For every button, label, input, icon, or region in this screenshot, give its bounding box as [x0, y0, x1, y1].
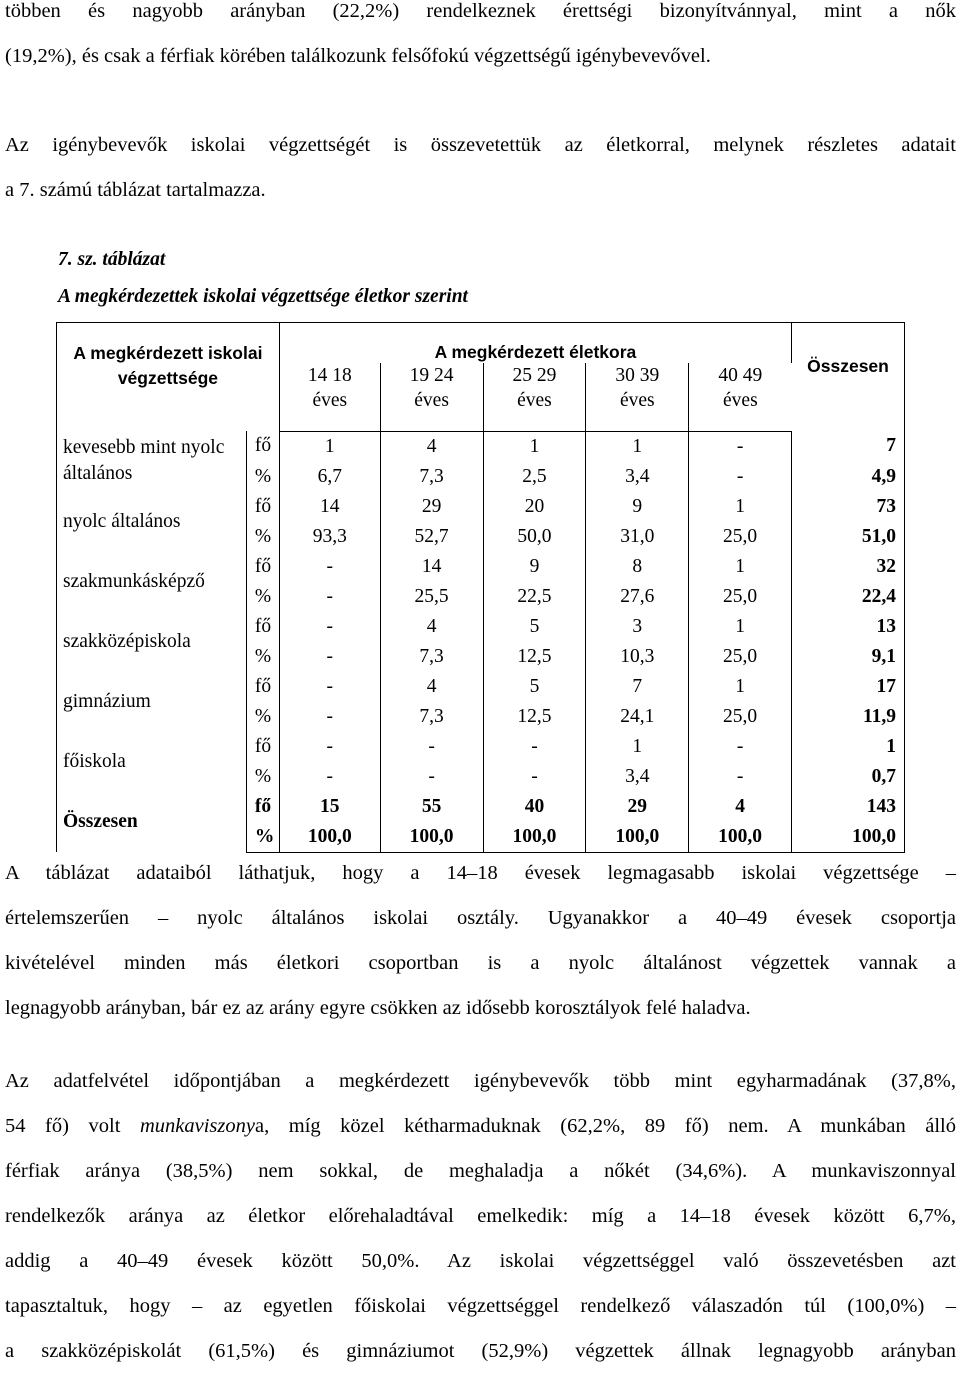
cell-count: 4: [380, 431, 483, 462]
cell-count: 55: [380, 792, 483, 822]
header-total: Összesen: [792, 323, 905, 432]
cell-count: 4: [380, 672, 483, 702]
cell-percent: 6,7: [279, 462, 380, 492]
row-category: nyolc általános: [57, 492, 247, 552]
unit-percent: %: [246, 822, 279, 853]
cell-percent: 100,0: [483, 822, 586, 853]
text-line: [5, 1239, 956, 1284]
paragraph-employment: [5, 1059, 956, 1374]
cell-count-total: 1: [792, 732, 905, 762]
cell-percent: 25,0: [689, 522, 792, 552]
cell-percent: 27,6: [586, 582, 689, 612]
text-line: [5, 1329, 956, 1374]
cell-percent: 100,0: [279, 822, 380, 853]
cell-percent-total: 0,7: [792, 762, 905, 792]
cell-percent: 50,0: [483, 522, 586, 552]
cell-count: 14: [380, 552, 483, 582]
cell-count: 29: [380, 492, 483, 522]
cell-percent-total: 51,0: [792, 522, 905, 552]
header-age-3: [586, 363, 689, 431]
cell-percent: 7,3: [380, 702, 483, 732]
cell-count: 5: [483, 612, 586, 642]
cell-count-total: 143: [792, 792, 905, 822]
unit-count: fő: [246, 732, 279, 762]
cell-percent-total: 11,9: [792, 702, 905, 732]
text-line: [5, 1149, 956, 1194]
cell-count: 9: [483, 552, 586, 582]
cell-percent: 25,5: [380, 582, 483, 612]
cell-count-total: 17: [792, 672, 905, 702]
cell-count: -: [279, 672, 380, 702]
text-segment: 54 fő) volt: [5, 1115, 140, 1137]
cell-count: 4: [380, 612, 483, 642]
cell-percent: 3,4: [586, 462, 689, 492]
paragraph-table-reference: [5, 123, 956, 213]
row-category: kevesebb mint nyolc általános: [57, 431, 247, 492]
text-line: kivételével minden más életkori csoportban is a nyolc általánost végzettek vannak a: [5, 952, 956, 974]
text-line: (19,2%), és csak a férfiak körében találkozunk felsőfokú végzettségű igénybevevővel.: [5, 45, 711, 67]
cell-percent: 7,3: [380, 462, 483, 492]
education-by-age-table: [56, 322, 905, 853]
text-segment: férfiak aránya (38,5%) nem sokkal, de meghaladja a nőkét (34,6%). A munkaviszonnyal: [5, 1160, 956, 1182]
cell-count-total: 7: [792, 431, 905, 462]
text-line: [5, 1104, 956, 1149]
row-category: szakmunkásképző: [57, 552, 247, 612]
cell-count: -: [689, 732, 792, 762]
age-unit: éves: [723, 389, 758, 411]
row-category: Összesen: [57, 792, 247, 853]
cell-count: 20: [483, 492, 586, 522]
cell-count: 1: [586, 431, 689, 462]
cell-percent: -: [483, 762, 586, 792]
unit-percent: %: [246, 582, 279, 612]
header-age-0: [279, 363, 380, 431]
cell-count-total: 13: [792, 612, 905, 642]
cell-percent: 12,5: [483, 702, 586, 732]
cell-count-total: 32: [792, 552, 905, 582]
cell-count: 29: [586, 792, 689, 822]
cell-percent: 25,0: [689, 642, 792, 672]
cell-percent: 100,0: [586, 822, 689, 853]
text-segment: a szakközépiskolát (61,5%) és gimnáziumot (52,9%) végzettek állnak legnagyobb arányban: [5, 1340, 956, 1362]
cell-percent: 10,3: [586, 642, 689, 672]
cell-percent: 7,3: [380, 642, 483, 672]
emphasis: munkaviszony: [139, 1115, 255, 1137]
cell-percent: 25,0: [689, 702, 792, 732]
age-range: 19 24: [409, 364, 454, 386]
cell-count: -: [279, 552, 380, 582]
text-segment: a, míg közel kétharmaduknak (62,2%, 89 fő) nem. A munkában álló: [254, 1115, 956, 1137]
text-line: értelemszerűen – nyolc általános iskolai osztály. Ugyanakkor a 40–49 évesek csoportja: [5, 907, 956, 929]
unit-percent: %: [246, 522, 279, 552]
paragraph-analysis: [5, 851, 956, 1031]
text-line: [5, 1059, 956, 1104]
cell-percent: 100,0: [689, 822, 792, 853]
cell-count: -: [279, 612, 380, 642]
text-segment: rendelkezők aránya az életkor előrehaladtával emelkedik: míg a 14–18 évesek között 6,7%,: [5, 1205, 956, 1227]
age-unit: éves: [312, 389, 348, 411]
cell-count: 1: [689, 612, 792, 642]
cell-count-total: 73: [792, 492, 905, 522]
unit-count: fő: [246, 552, 279, 582]
text-line: a 7. számú táblázat tartalmazza.: [5, 179, 266, 201]
text-segment: addig a 40–49 évesek között 50,0%. Az iskolai végzettséggel való összevetésben azt: [5, 1250, 956, 1272]
header-age-2: [483, 363, 586, 431]
cell-percent: -: [279, 702, 380, 732]
age-range: 40 49: [718, 364, 763, 386]
cell-percent: 2,5: [483, 462, 586, 492]
unit-percent: %: [246, 462, 279, 492]
cell-percent: -: [689, 462, 792, 492]
text-line: [5, 1284, 956, 1329]
cell-percent: -: [380, 762, 483, 792]
text-line: legnagyobb arányban, bár ez az arány egyre csökken az idősebb korosztályok felé haladva.: [5, 997, 751, 1019]
table-number: 7. sz. táblázat: [58, 249, 166, 270]
age-range: 25 29: [512, 364, 557, 386]
header-age-4: [689, 363, 792, 431]
cell-percent: -: [279, 762, 380, 792]
age-unit: éves: [517, 389, 552, 411]
cell-percent: -: [279, 642, 380, 672]
row-category: gimnázium: [57, 672, 247, 732]
cell-count: 1: [689, 672, 792, 702]
cell-percent: -: [689, 762, 792, 792]
unit-percent: %: [246, 762, 279, 792]
unit-count: fő: [246, 612, 279, 642]
cell-count: 1: [279, 431, 380, 462]
cell-percent: 25,0: [689, 582, 792, 612]
header-age-1: [380, 363, 483, 431]
cell-count: 3: [586, 612, 689, 642]
cell-percent: 52,7: [380, 522, 483, 552]
cell-percent-total: 4,9: [792, 462, 905, 492]
cell-count: 4: [689, 792, 792, 822]
cell-percent: 3,4: [586, 762, 689, 792]
cell-count: 1: [689, 492, 792, 522]
age-unit: éves: [414, 389, 449, 411]
cell-count: -: [279, 732, 380, 762]
text-line: A táblázat adataiból láthatjuk, hogy a 14–18 évesek legmagasabb iskolai végzettsége –: [5, 862, 956, 884]
cell-count: 40: [483, 792, 586, 822]
cell-count: 5: [483, 672, 586, 702]
cell-percent: 100,0: [380, 822, 483, 853]
unit-count: fő: [246, 431, 279, 462]
text-segment: Az adatfelvétel időpontjában a megkérdezett igénybevevők több mint egyharmadának (37,8%,: [5, 1070, 956, 1092]
cell-count: 14: [279, 492, 380, 522]
cell-count: 15: [279, 792, 380, 822]
unit-count: fő: [246, 792, 279, 822]
cell-count: -: [689, 431, 792, 462]
text-line: többen és nagyobb arányban (22,2%) rendelkeznek érettségi bizonyítvánnyal, mint a nők: [5, 0, 956, 22]
cell-percent-total: 100,0: [792, 822, 905, 853]
age-range: 14 18: [307, 364, 352, 386]
row-category: főiskola: [57, 732, 247, 792]
cell-percent-total: 9,1: [792, 642, 905, 672]
paragraph-intro: [5, 0, 956, 79]
text-line: [5, 1194, 956, 1239]
row-category: szakközépiskola: [57, 612, 247, 672]
cell-percent-total: 22,4: [792, 582, 905, 612]
cell-count: 1: [689, 552, 792, 582]
unit-percent: %: [246, 702, 279, 732]
text-segment: tapasztaltuk, hogy – az egyetlen főiskolai végzettséggel rendelkező válaszadón túl (100,0%) –: [5, 1295, 956, 1317]
cell-count: 1: [586, 732, 689, 762]
unit-percent: %: [246, 642, 279, 672]
cell-count: 1: [483, 431, 586, 462]
cell-count: 9: [586, 492, 689, 522]
table-title: A megkérdezettek iskolai végzettsége életkor szerint: [58, 286, 468, 307]
cell-count: 8: [586, 552, 689, 582]
cell-percent: 22,5: [483, 582, 586, 612]
cell-percent: -: [279, 582, 380, 612]
cell-percent: 31,0: [586, 522, 689, 552]
age-range: 30 39: [615, 364, 660, 386]
unit-count: fő: [246, 672, 279, 702]
cell-percent: 12,5: [483, 642, 586, 672]
age-unit: éves: [619, 389, 655, 411]
unit-count: fő: [246, 492, 279, 522]
cell-percent: 93,3: [279, 522, 380, 552]
cell-count: 7: [586, 672, 689, 702]
cell-percent: 24,1: [586, 702, 689, 732]
text-line: Az igénybevevők iskolai végzettségét is összevetettük az életkorral, melynek részletes adatait: [5, 134, 956, 156]
header-education: A megkérdezett iskolai végzettsége: [57, 323, 280, 432]
cell-count: -: [483, 732, 586, 762]
cell-count: -: [380, 732, 483, 762]
header-age-group: A megkérdezett életkora: [279, 323, 791, 363]
